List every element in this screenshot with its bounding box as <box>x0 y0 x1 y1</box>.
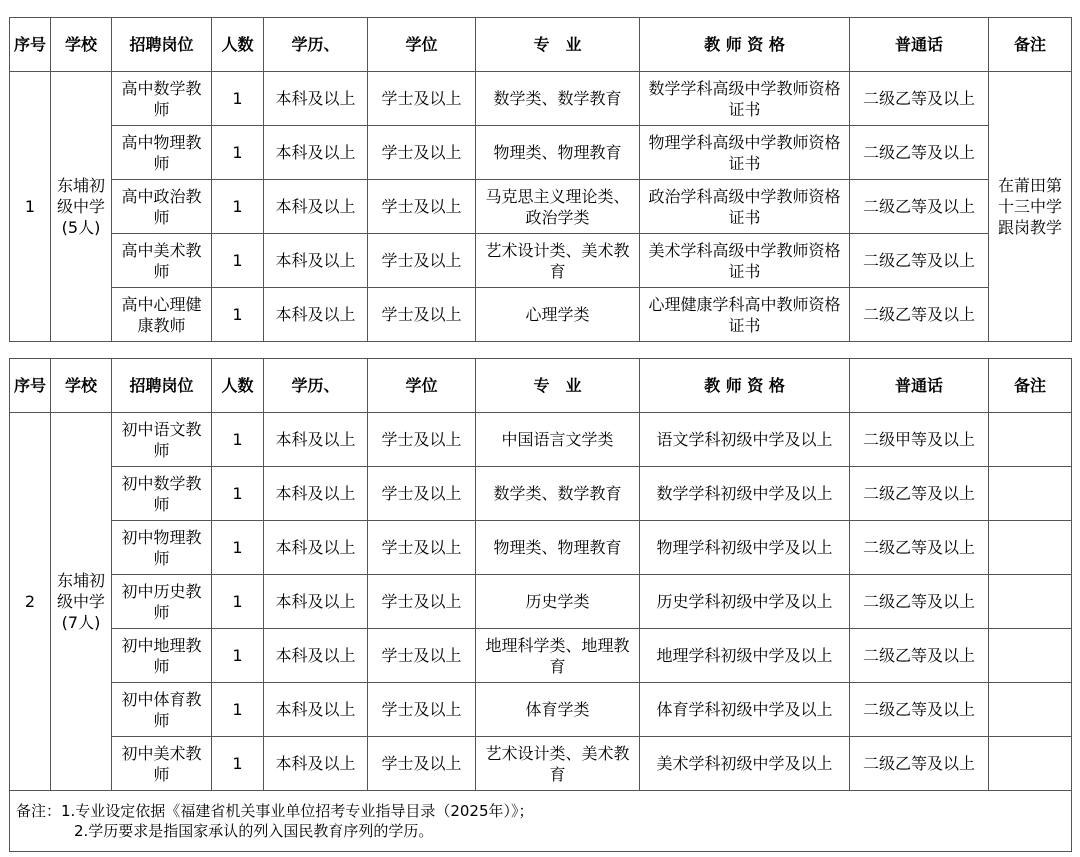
education-cell: 本科及以上 <box>264 126 368 180</box>
mandarin-cell: 二级乙等及以上 <box>850 683 989 737</box>
header-certificate: 教 师 资 格 <box>640 359 850 413</box>
post-cell: 初中物理教师 <box>112 521 212 575</box>
degree-cell: 学士及以上 <box>368 683 476 737</box>
remark-cell <box>989 629 1072 683</box>
education-cell: 本科及以上 <box>264 288 368 342</box>
header-education: 学历、 <box>264 359 368 413</box>
mandarin-cell: 二级乙等及以上 <box>850 629 989 683</box>
certificate-cell: 数学学科初级中学及以上 <box>640 467 850 521</box>
major-cell: 心理学类 <box>476 288 640 342</box>
major-cell: 历史学类 <box>476 575 640 629</box>
header-remark: 备注 <box>989 359 1072 413</box>
certificate-cell: 历史学科初级中学及以上 <box>640 575 850 629</box>
header-degree: 学位 <box>368 359 476 413</box>
certificate-cell: 美术学科高级中学教师资格证书 <box>640 234 850 288</box>
degree-cell: 学士及以上 <box>368 575 476 629</box>
count-cell: 1 <box>212 180 264 234</box>
table-row <box>10 521 1072 575</box>
degree-cell: 学士及以上 <box>368 467 476 521</box>
mandarin-cell: 二级乙等及以上 <box>850 126 989 180</box>
post-cell: 高中数学教师 <box>112 72 212 126</box>
education-cell: 本科及以上 <box>264 575 368 629</box>
count-cell: 1 <box>212 234 264 288</box>
degree-cell: 学士及以上 <box>368 288 476 342</box>
table-row <box>10 72 1072 126</box>
table-row <box>10 180 1072 234</box>
degree-cell: 学士及以上 <box>368 126 476 180</box>
certificate-cell: 物理学科高级中学教师资格证书 <box>640 126 850 180</box>
education-cell: 本科及以上 <box>264 467 368 521</box>
remark-cell <box>989 683 1072 737</box>
education-cell: 本科及以上 <box>264 521 368 575</box>
header-major: 专 业 <box>476 359 640 413</box>
mandarin-cell: 二级乙等及以上 <box>850 575 989 629</box>
degree-cell: 学士及以上 <box>368 521 476 575</box>
count-cell: 1 <box>212 521 264 575</box>
education-cell: 本科及以上 <box>264 180 368 234</box>
major-cell: 中国语言文学类 <box>476 413 640 467</box>
table-row <box>10 126 1072 180</box>
header-mandarin: 普通话 <box>850 359 989 413</box>
education-cell: 本科及以上 <box>264 629 368 683</box>
seq-cell: 1 <box>10 72 51 342</box>
certificate-cell: 政治学科高级中学教师资格证书 <box>640 180 850 234</box>
major-cell: 艺术设计类、美术教育 <box>476 234 640 288</box>
remark-cell <box>989 575 1072 629</box>
remark-cell <box>989 737 1072 791</box>
header-school: 学校 <box>51 359 112 413</box>
school-cell: 东埔初级中学(7人) <box>51 413 112 791</box>
major-cell: 物理类、物理教育 <box>476 521 640 575</box>
degree-cell: 学士及以上 <box>368 180 476 234</box>
count-cell: 1 <box>212 413 264 467</box>
header-seq: 序号 <box>10 359 51 413</box>
major-cell: 马克思主义理论类、政治学类 <box>476 180 640 234</box>
seq-cell: 2 <box>10 413 51 791</box>
degree-cell: 学士及以上 <box>368 234 476 288</box>
table-row <box>10 683 1072 737</box>
count-cell: 1 <box>212 126 264 180</box>
post-cell: 高中政治教师 <box>112 180 212 234</box>
certificate-cell: 物理学科初级中学及以上 <box>640 521 850 575</box>
table-row <box>10 737 1072 791</box>
education-cell: 本科及以上 <box>264 737 368 791</box>
table-header-row <box>10 18 1072 72</box>
certificate-cell: 地理学科初级中学及以上 <box>640 629 850 683</box>
education-cell: 本科及以上 <box>264 413 368 467</box>
post-cell: 初中地理教师 <box>112 629 212 683</box>
mandarin-cell: 二级乙等及以上 <box>850 737 989 791</box>
header-seq: 序号 <box>10 18 51 72</box>
header-certificate: 教 师 资 格 <box>640 18 850 72</box>
header-remark: 备注 <box>989 18 1072 72</box>
degree-cell: 学士及以上 <box>368 413 476 467</box>
degree-cell: 学士及以上 <box>368 629 476 683</box>
school-cell: 东埔初级中学(5人) <box>51 72 112 342</box>
header-school: 学校 <box>51 18 112 72</box>
major-cell: 数学类、数学教育 <box>476 72 640 126</box>
header-post: 招聘岗位 <box>112 18 212 72</box>
mandarin-cell: 二级乙等及以上 <box>850 521 989 575</box>
degree-cell: 学士及以上 <box>368 737 476 791</box>
table-row <box>10 234 1072 288</box>
count-cell: 1 <box>212 629 264 683</box>
education-cell: 本科及以上 <box>264 72 368 126</box>
header-count: 人数 <box>212 18 264 72</box>
post-cell: 高中物理教师 <box>112 126 212 180</box>
major-cell: 体育学类 <box>476 683 640 737</box>
degree-cell: 学士及以上 <box>368 72 476 126</box>
remark-cell: 在莆田第十三中学跟岗教学 <box>989 72 1072 342</box>
mandarin-cell: 二级乙等及以上 <box>850 180 989 234</box>
header-post: 招聘岗位 <box>112 359 212 413</box>
count-cell: 1 <box>212 72 264 126</box>
education-cell: 本科及以上 <box>264 234 368 288</box>
education-cell: 本科及以上 <box>264 683 368 737</box>
table-row <box>10 467 1072 521</box>
mandarin-cell: 二级乙等及以上 <box>850 467 989 521</box>
table-row <box>10 413 1072 467</box>
post-cell: 初中美术教师 <box>112 737 212 791</box>
certificate-cell: 心理健康学科高中教师资格证书 <box>640 288 850 342</box>
major-cell: 物理类、物理教育 <box>476 126 640 180</box>
major-cell: 数学类、数学教育 <box>476 467 640 521</box>
certificate-cell: 体育学科初级中学及以上 <box>640 683 850 737</box>
recruitment-table-1 <box>9 17 1072 342</box>
table-row <box>10 288 1072 342</box>
header-mandarin: 普通话 <box>850 18 989 72</box>
header-major: 专 业 <box>476 18 640 72</box>
certificate-cell: 美术学科初级中学及以上 <box>640 737 850 791</box>
remark-cell <box>989 413 1072 467</box>
remark-cell <box>989 521 1072 575</box>
major-cell: 艺术设计类、美术教育 <box>476 737 640 791</box>
post-cell: 初中数学教师 <box>112 467 212 521</box>
table-header-row <box>10 359 1072 413</box>
post-cell: 高中心理健康教师 <box>112 288 212 342</box>
count-cell: 1 <box>212 288 264 342</box>
certificate-cell: 语文学科初级中学及以上 <box>640 413 850 467</box>
count-cell: 1 <box>212 467 264 521</box>
post-cell: 初中历史教师 <box>112 575 212 629</box>
mandarin-cell: 二级乙等及以上 <box>850 72 989 126</box>
count-cell: 1 <box>212 683 264 737</box>
recruitment-table-2 <box>9 358 1072 852</box>
major-cell: 地理科学类、地理教育 <box>476 629 640 683</box>
post-cell: 初中体育教师 <box>112 683 212 737</box>
note-line-1: 备注：1.专业设定依据《福建省机关事业单位招考专业指导目录（2025年）》； <box>16 802 534 820</box>
mandarin-cell: 二级乙等及以上 <box>850 288 989 342</box>
post-cell: 初中语文教师 <box>112 413 212 467</box>
table-row <box>10 629 1072 683</box>
header-count: 人数 <box>212 359 264 413</box>
notes-row <box>10 791 1072 852</box>
mandarin-cell: 二级乙等及以上 <box>850 234 989 288</box>
count-cell: 1 <box>212 737 264 791</box>
remark-cell <box>989 467 1072 521</box>
certificate-cell: 数学学科高级中学教师资格证书 <box>640 72 850 126</box>
notes-cell <box>10 791 1072 852</box>
header-degree: 学位 <box>368 18 476 72</box>
count-cell: 1 <box>212 575 264 629</box>
header-education: 学历、 <box>264 18 368 72</box>
mandarin-cell: 二级甲等及以上 <box>850 413 989 467</box>
post-cell: 高中美术教师 <box>112 234 212 288</box>
note-line-2: 2.学历要求是指国家承认的列入国民教育序列的学历。 <box>74 822 434 840</box>
table-row <box>10 575 1072 629</box>
